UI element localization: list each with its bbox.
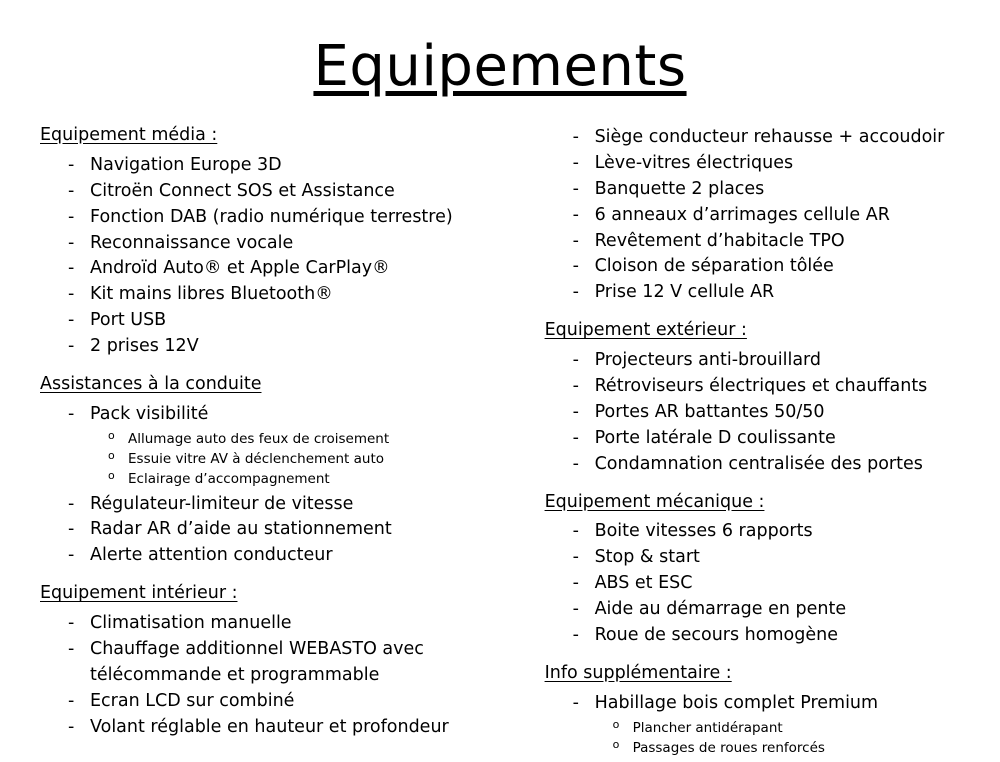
list-item-label: Citroën Connect SOS et Assistance (90, 180, 395, 201)
list-item-label: Régulateur-limiteur de vitesse (90, 493, 354, 514)
list-item-label: Portes AR battantes 50/50 (594, 401, 825, 422)
dash-bullet-icon: - (572, 256, 579, 277)
sub-list-item (613, 718, 964, 738)
dash-bullet-icon: - (572, 152, 579, 173)
list-item-label: Reconnaissance vocale (90, 232, 294, 253)
list-item (68, 231, 489, 257)
section-heading: Assistances à la conduite (40, 374, 262, 394)
dash-bullet-icon: - (68, 206, 75, 227)
list-item (573, 125, 964, 151)
section-heading: Equipement extérieur : (544, 320, 747, 341)
list-item (68, 334, 489, 360)
dash-bullet-icon: - (572, 178, 579, 199)
list-item-label: Siège conducteur rehausse + accoudoir (594, 127, 945, 147)
sub-list-item-label: Allumage auto des feux de croisement (128, 430, 390, 447)
dash-bullet-icon: - (572, 453, 579, 474)
sub-list-item (108, 449, 489, 469)
sub-list-item-label: Essuie vitre AV à déclenchement auto (128, 451, 385, 468)
dash-bullet-icon: - (572, 204, 579, 225)
equipment-section (545, 310, 964, 477)
list-item-label: Condamnation centralisée des portes (594, 453, 923, 474)
list-item (573, 374, 964, 400)
list-item (68, 715, 489, 741)
list-item (68, 517, 489, 543)
right-column (515, 125, 964, 762)
equipment-list (40, 402, 489, 569)
list-item-label: Navigation Europe 3D (90, 154, 282, 175)
section-heading: Equipement média : (40, 125, 218, 145)
list-item-label: Androïd Auto® et Apple CarPlay® (90, 258, 390, 279)
list-item (573, 545, 964, 571)
list-item-label: Aide au démarrage en pente (594, 599, 847, 620)
equipment-section (545, 482, 964, 649)
sub-list-item (108, 469, 489, 489)
circle-bullet-icon: o (612, 717, 620, 731)
equipment-section (545, 125, 964, 306)
list-item (573, 229, 964, 255)
circle-bullet-icon: o (612, 737, 620, 751)
dash-bullet-icon: - (68, 310, 75, 331)
dash-bullet-icon: - (68, 154, 75, 175)
equipment-list (545, 691, 964, 758)
dash-bullet-icon: - (68, 232, 75, 253)
dash-bullet-icon: - (572, 427, 579, 448)
list-item (68, 402, 489, 490)
list-item (573, 254, 964, 280)
left-column (40, 125, 489, 762)
list-item-label: Radar AR d’aide au stationnement (90, 519, 392, 540)
dash-bullet-icon: - (572, 376, 579, 396)
dash-bullet-icon: - (572, 692, 579, 713)
section-heading: Equipement intérieur : (40, 583, 238, 604)
equipment-sublist (595, 718, 964, 759)
list-item-label: Boite vitesses 6 rapports (594, 521, 813, 542)
dash-bullet-icon: - (572, 401, 579, 422)
list-item-label: Cloison de séparation tôlée (594, 256, 834, 277)
equipment-section (545, 653, 964, 758)
list-item (68, 543, 489, 569)
list-item (68, 308, 489, 334)
list-item-label: Habillage bois complet Premium (594, 692, 879, 713)
list-item-label: Chauffage additionnel WEBASTO avec télécommande et programmable (90, 638, 424, 685)
dash-bullet-icon: - (572, 547, 579, 568)
list-item (573, 177, 964, 203)
list-item-label: Stop & start (594, 547, 700, 568)
list-item (573, 426, 964, 452)
section-heading: Info supplémentaire : (544, 662, 732, 683)
dash-bullet-icon: - (68, 258, 75, 279)
list-item (573, 452, 964, 478)
dash-bullet-icon: - (68, 545, 75, 566)
list-item (573, 571, 964, 597)
list-item (573, 623, 964, 649)
list-item-label: Lève-vitres électriques (594, 152, 794, 173)
list-item (573, 691, 964, 758)
list-item (68, 179, 489, 205)
dash-bullet-icon: - (68, 690, 75, 711)
list-item-label: ABS et ESC (594, 573, 693, 594)
list-item (68, 637, 489, 689)
equipment-list (545, 519, 964, 648)
list-item (573, 280, 964, 306)
list-item (68, 611, 489, 637)
dash-bullet-icon: - (68, 336, 75, 357)
list-item (68, 153, 489, 179)
section-heading: Equipement mécanique : (544, 491, 765, 512)
list-item-label: Kit mains libres Bluetooth® (90, 284, 333, 305)
dash-bullet-icon: - (68, 613, 75, 634)
equipment-list (40, 153, 489, 360)
list-item-label: Rétroviseurs électriques et chauffants (594, 376, 928, 396)
list-item (573, 400, 964, 426)
list-item-label: Revêtement d’habitacle TPO (594, 230, 845, 251)
list-item (68, 205, 489, 231)
equipment-section (40, 573, 489, 740)
page-title: Equipements (313, 34, 687, 99)
sub-list-item-label: Eclairage d’accompagnement (128, 471, 330, 488)
content-columns (0, 125, 1000, 762)
equipment-section (40, 125, 489, 360)
list-item-label: Banquette 2 places (594, 178, 765, 199)
list-item-label: Porte latérale D coulissante (594, 427, 836, 448)
list-item-label: Fonction DAB (radio numérique terrestre) (90, 206, 453, 227)
list-item (573, 519, 964, 545)
dash-bullet-icon: - (68, 638, 75, 659)
dash-bullet-icon: - (572, 599, 579, 620)
dash-bullet-icon: - (68, 284, 75, 305)
list-item (68, 492, 489, 518)
dash-bullet-icon: - (572, 625, 579, 645)
list-item-label: Alerte attention conducteur (90, 545, 333, 566)
sub-list-item (613, 738, 964, 758)
list-item-label: Volant réglable en hauteur et profondeur (90, 716, 449, 737)
equipment-section (40, 364, 489, 569)
equipment-list (545, 125, 964, 306)
list-item (573, 597, 964, 623)
equipment-list (545, 348, 964, 477)
dash-bullet-icon: - (572, 230, 579, 251)
sub-list-item-label: Passages de roues renforcés (632, 739, 825, 756)
circle-bullet-icon: o (108, 428, 115, 442)
list-item (573, 348, 964, 374)
list-item-label: Pack visibilité (90, 403, 209, 424)
dash-bullet-icon: - (572, 127, 579, 147)
list-item (68, 689, 489, 715)
dash-bullet-icon: - (68, 180, 75, 201)
equipment-list (40, 611, 489, 740)
dash-bullet-icon: - (572, 282, 579, 303)
dash-bullet-icon: - (68, 493, 75, 514)
list-item (68, 256, 489, 282)
list-item-label: Roue de secours homogène (594, 625, 838, 645)
dash-bullet-icon: - (68, 716, 75, 737)
circle-bullet-icon: o (108, 449, 115, 463)
list-item-label: 6 anneaux d’arrimages cellule AR (594, 204, 890, 225)
list-item-label: Projecteurs anti-brouillard (594, 350, 822, 371)
list-item-label: Port USB (90, 310, 167, 331)
list-item-label: Climatisation manuelle (90, 613, 292, 634)
list-item (573, 203, 964, 229)
list-item (573, 151, 964, 177)
list-item (68, 282, 489, 308)
sub-list-item (108, 429, 489, 449)
dash-bullet-icon: - (572, 350, 579, 371)
list-item-label: Prise 12 V cellule AR (594, 282, 775, 303)
dash-bullet-icon: - (572, 573, 579, 594)
circle-bullet-icon: o (108, 469, 115, 483)
dash-bullet-icon: - (68, 403, 75, 424)
list-item-label: Ecran LCD sur combiné (90, 690, 295, 711)
equipment-sublist (90, 429, 489, 490)
dash-bullet-icon: - (572, 521, 579, 542)
sub-list-item-label: Plancher antidérapant (632, 719, 783, 736)
list-item-label: 2 prises 12V (90, 336, 199, 357)
dash-bullet-icon: - (68, 519, 75, 540)
